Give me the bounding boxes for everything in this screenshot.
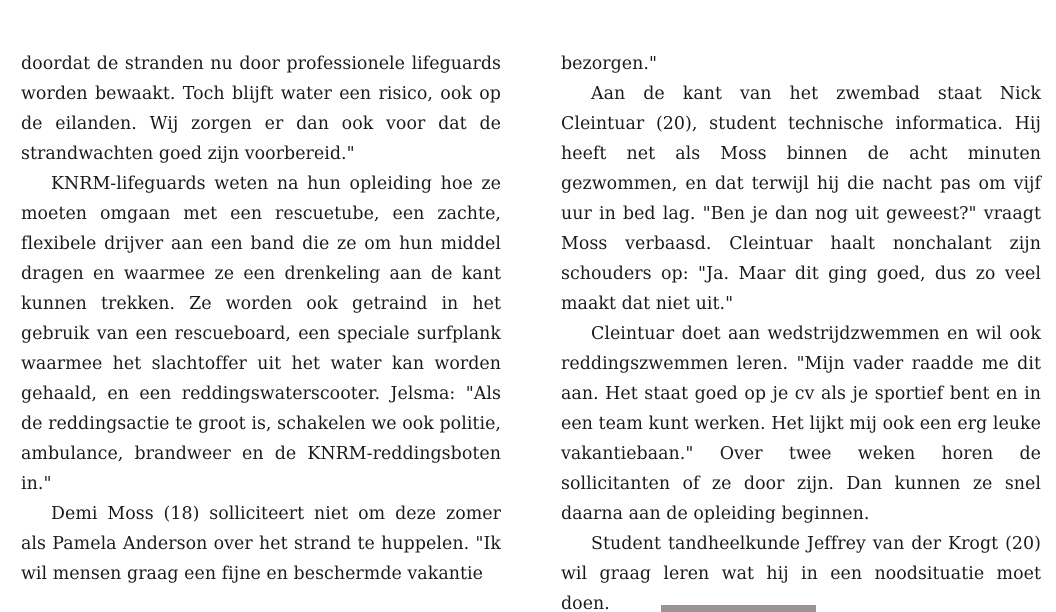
paragraph: bezorgen." bbox=[561, 54, 658, 74]
right-column bbox=[561, 49, 1041, 612]
paragraph: Student tandheelkunde Jeffrey van der Krogt (20) wil graag leren wat hij in een noodsituatie moet doen. bbox=[561, 534, 1041, 612]
paragraph: KNRM-lifeguards weten na hun opleiding hoe ze moeten omgaan met een rescuetube, een zachte, flexibele drijver aan een band die ze om hun middel dragen en waarmee ze een drenkeling aan de kant kunnen trekken. Ze worden ook getraind in het gebruik van een rescueboard, een speciale surfplank waarmee het slachtoffer uit het water kan worden gehaald, en een reddingswaterscooter. Jelsma: "Als de reddingsactie te groot is, schakelen we ook politie, ambulance, brandweer en de KNRM-reddingsboten in." bbox=[21, 174, 501, 494]
paragraph: Demi Moss (18) solliciteert niet om deze zomer als Pamela Anderson over het strand te huppelen. "Ik wil mensen graag een fijne en beschermde vakantie bbox=[21, 504, 501, 584]
paragraph: Aan de kant van het zwembad staat Nick Cleintuar (20), student technische informatica. Hij heeft net als Moss binnen de acht minuten gezwommen, en dat terwijl hij die nacht pas om vijf uur in bed lag. "Ben je dan nog uit geweest?" vraagt Moss verbaasd. Cleintuar haalt nonchalant zijn schouders op: "Ja. Maar dit ging goed, dus zo veel maakt dat niet uit." bbox=[561, 84, 1041, 314]
page-tab bbox=[661, 605, 816, 612]
paragraph: doordat de stranden nu door professionele lifeguards worden bewaakt. Toch blijft water een risico, ook op de eilanden. Wij zorgen er dan ook voor dat de strandwachten goed zijn voorbereid." bbox=[21, 54, 501, 164]
paragraph: Cleintuar doet aan wedstrijdzwemmen en wil ook reddingszwemmen leren. "Mijn vader raadde me dit aan. Het staat goed op je cv als je sportief bent en in een team kunt werken. Het lijkt mij ook een erg leuke vakantiebaan." Over twee weken horen de sollicitanten of ze door zijn. Dan kunnen ze snel daarna aan de opleiding beginnen. bbox=[561, 324, 1041, 524]
left-column bbox=[21, 49, 501, 589]
